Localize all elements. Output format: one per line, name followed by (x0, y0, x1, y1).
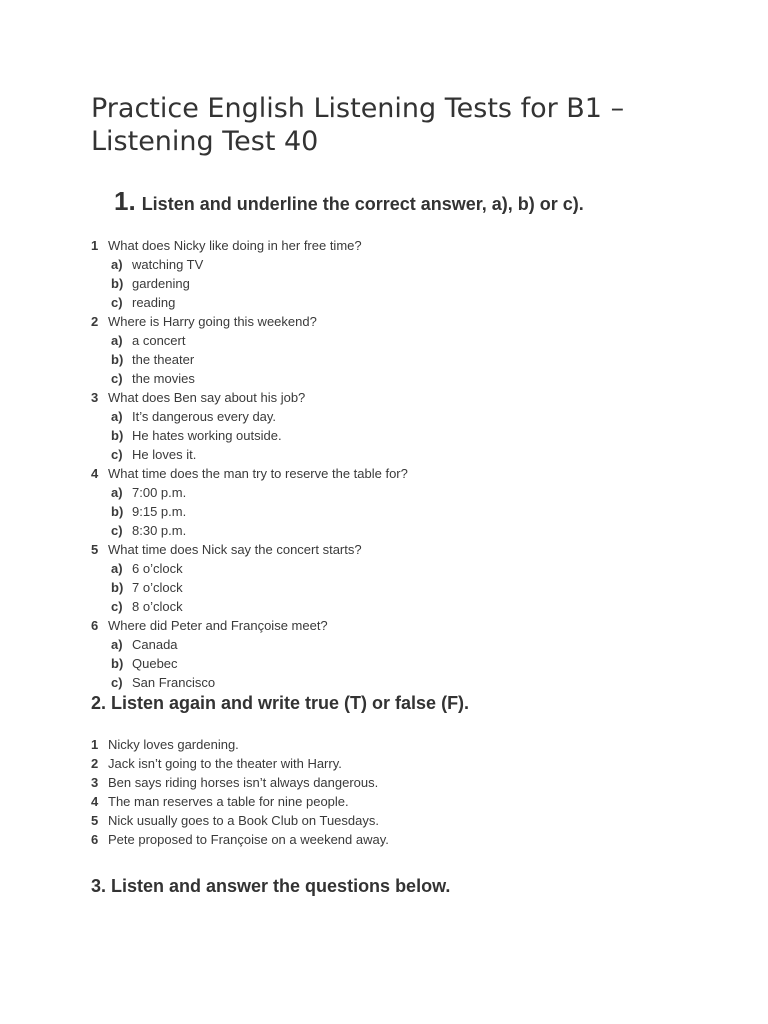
section-3-heading: 3. Listen and answer the questions below. (91, 876, 451, 896)
statement-text: Nicky loves gardening. (108, 737, 239, 752)
option-text: gardening (132, 276, 190, 291)
statement-number: 5 (91, 813, 99, 828)
option-letter: b) (111, 428, 124, 443)
option-text: Canada (132, 637, 178, 652)
option-text: 6 o’clock (132, 561, 183, 576)
section-1-number: 1. (114, 186, 136, 216)
statement-number: 4 (91, 794, 99, 809)
question-number: 2 (91, 314, 99, 329)
question-text: What time does the man try to reserve the table for? (108, 466, 408, 481)
option-letter: b) (111, 276, 124, 291)
option-text: 8 o’clock (132, 599, 183, 614)
option-text: 8:30 p.m. (132, 523, 187, 538)
option-letter: b) (111, 580, 124, 595)
statement-number: 1 (91, 737, 99, 752)
page-title: Practice English Listening Tests for B1 – Listening Test 40 (91, 93, 625, 157)
option-text: the theater (132, 352, 195, 367)
question-text: What does Nicky like doing in her free time? (108, 238, 362, 253)
option-letter: a) (111, 637, 123, 652)
option-letter: c) (111, 599, 123, 614)
option-letter: c) (111, 371, 123, 386)
option-letter: c) (111, 675, 123, 690)
option-letter: a) (111, 257, 123, 272)
option-letter: c) (111, 523, 123, 538)
option-text: San Francisco (132, 675, 216, 690)
statement-number: 2 (91, 756, 99, 771)
option-letter: c) (111, 447, 123, 462)
question-number: 3 (91, 390, 99, 405)
section-1-instruction: Listen and underline the correct answer, a), b) or c). (141, 194, 584, 214)
option-text: a concert (132, 333, 186, 348)
question-number: 6 (91, 618, 99, 633)
statement-text: The man reserves a table for nine people. (108, 794, 349, 809)
statement-number: 3 (91, 775, 99, 790)
option-text: It’s dangerous every day. (132, 409, 277, 424)
section-1-heading (114, 186, 584, 217)
option-letter: b) (111, 504, 124, 519)
option-letter: b) (111, 656, 124, 671)
question-text: What time does Nick say the concert starts? (108, 542, 362, 557)
question-number: 4 (91, 466, 99, 481)
section-2-heading: 2. Listen again and write true (T) or false (F). (91, 693, 470, 713)
question-text: What does Ben say about his job? (108, 390, 306, 405)
statement-text: Ben says riding horses isn’t always dangerous. (108, 775, 379, 790)
option-text: He hates working outside. (132, 428, 282, 443)
option-letter: a) (111, 333, 123, 348)
question-number: 1 (91, 238, 99, 253)
statement-text: Jack isn’t going to the theater with Harry. (108, 756, 342, 771)
option-text: Quebec (132, 656, 178, 671)
option-text: watching TV (132, 257, 204, 272)
statement-text: Nick usually goes to a Book Club on Tuesdays. (108, 813, 379, 828)
option-letter: b) (111, 352, 124, 367)
question-text: Where did Peter and Françoise meet? (108, 618, 328, 633)
option-text: He loves it. (132, 447, 197, 462)
option-letter: c) (111, 295, 123, 310)
question-text: Where is Harry going this weekend? (108, 314, 317, 329)
option-letter: a) (111, 561, 123, 576)
option-text: 9:15 p.m. (132, 504, 187, 519)
option-text: reading (132, 295, 176, 310)
option-text: the movies (132, 371, 195, 386)
option-letter: a) (111, 409, 123, 424)
option-text: 7:00 p.m. (132, 485, 187, 500)
statement-number: 6 (91, 832, 99, 847)
option-letter: a) (111, 485, 123, 500)
statement-text: Pete proposed to Françoise on a weekend away. (108, 832, 389, 847)
question-number: 5 (91, 542, 99, 557)
option-text: 7 o’clock (132, 580, 183, 595)
